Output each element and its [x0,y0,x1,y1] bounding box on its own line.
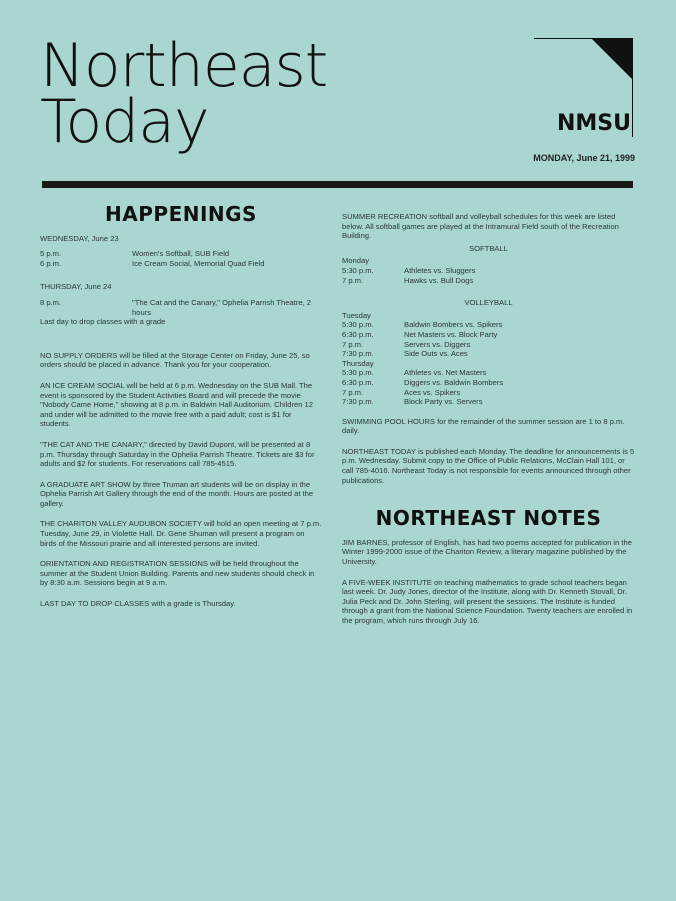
announcement: THE CHARITON VALLEY AUDUBON SOCIETY will hold an open meeting at 7 p.m. Tuesday, June 29, in Violette Hall. Dr. Gene Shuman will present a program on birds of the Missouri prairie and all interested persons are invited. [40,519,322,548]
schedule-game: Athletes vs. Net Masters [404,368,487,378]
schedule-day: Tuesday [342,310,371,320]
happenings-heading: HAPPENINGS [105,202,257,226]
event-desc: "The Cat and the Canary," Ophelia Parrish Theatre, 2 hours [132,297,312,317]
day-block [40,282,322,326]
schedule-game: Side Outs vs. Aces [404,349,468,359]
recreation-intro: SUMMER RECREATION softball and volleyball schedules for this week are listed below. All softball games are played at the Intramural Field south of the Recreation Building. [342,212,619,241]
schedule-day: Monday [342,256,370,266]
schedule-time: 6:30 p.m. [342,377,374,387]
masthead-title-line2: Today [40,87,209,157]
schedule-row [342,378,635,388]
day-label: WEDNESDAY, June 23 [40,233,119,243]
event-desc: Ice Cream Social, Memorial Quad Field [132,258,265,268]
schedule-game: Athletes vs. Sluggers [404,265,476,275]
masthead [40,31,328,157]
schedule-game: Servers vs. Diggers [404,339,471,349]
announcement: SWIMMING POOL HOURS for the remainder of the summer session are 1 to 8 p.m. daily. [342,416,625,436]
schedule-row [342,320,635,330]
event-row [40,259,322,269]
announcement: LAST DAY TO DROP CLASSES with a grade is Thursday. [40,599,236,609]
schedule-time: 7 p.m. [342,339,364,349]
schedule-time: 7 p.m. [342,387,364,397]
event-desc: Last day to drop classes with a grade [40,317,166,327]
masthead-title-line1: Northeast [40,31,328,101]
schedule-time: 7 p.m. [342,275,364,285]
schedule-game: Aces vs. Spikers [404,387,461,397]
event-time: 6 p.m. [40,258,62,268]
schedule-row [342,340,635,350]
announcement: ORIENTATION AND REGISTRATION SESSIONS will be held throughout the summer at the Student Union Building. Parents and new students should check in by 8:30 a.m. Sessions begin at 9 a.m. [40,559,315,588]
event-time: 8 p.m. [40,297,62,307]
schedule-game: Block Party vs. Servers [404,397,483,407]
left-column [40,202,322,620]
masthead-rule [42,181,633,188]
schedule-row [342,276,635,286]
right-column [342,212,635,637]
schedule-row [342,349,635,359]
logo-text: NMSU [556,111,631,136]
event-desc: Women's Softball, SUB Field [132,249,230,259]
announcement: "THE CAT AND THE CANARY," directed by David Dupont, will be presented at 8 p.m. Thursday through Saturday in the Ophelia Parrish Theatre. Tickets are $3 for adults and $2 for students. For reservations call 785-4515. [40,439,315,469]
softball-title: SOFTBALL [469,243,508,253]
news-item: A FIVE-WEEK INSTITUTE on teaching mathematics to grade school teachers began last week. Dr. Judy Jones, director of the Institute, along with Dr. Kenneth Stovall, Dr. Julia Peck and Dr. John Sterling, will present the sessions. The Institute is funded through a grant from the National Science Foundation. Twenty teachers are enrolled in the program, which runs through July 16. [342,577,633,625]
schedule-row [342,266,635,276]
schedule-row [342,330,635,340]
schedule-row [342,397,635,407]
issue-date: MONDAY, June 21, 1999 [533,153,635,163]
event-row [40,317,322,327]
day-block [40,234,322,269]
schedule-time: 5:30 p.m. [342,320,374,330]
schedule-game: Net Masters vs. Block Party [404,329,498,339]
schedule-time: 7:30 p.m. [342,349,374,359]
day-label: THURSDAY, June 24 [40,282,112,292]
news-item: JIM BARNES, professor of English, has had two poems accepted for publication in the Winter 1999-2000 issue of the Chariton Review, a literary magazine published by the University. [342,537,632,567]
schedule-game: Diggers vs. Baldwin Bombers [404,377,504,387]
event-row [40,249,322,259]
schedule-time: 5:30 p.m. [342,265,374,275]
announcement: NORTHEAST TODAY is published each Monday. The deadline for announcements is 5 p.m. Wednesday. Submit copy to the Office of Public Relations, McClain Hall 101, or call 785-4016. Northeast Today is not responsible for events announced through other publications. [342,446,635,485]
northeast-notes-heading: NORTHEAST NOTES [375,506,602,531]
schedule-time: 5:30 p.m. [342,368,374,378]
announcement: A GRADUATE ART SHOW by three Truman art students will be on display in the Ophelia Parrish Art Gallery through the end of the month. Hours are posted at the gallery. [40,479,314,508]
logo-triangle-icon [591,38,633,80]
schedule-game: Hawks vs. Bull Dogs [404,275,474,285]
schedule-row [342,368,635,378]
event-time: 5 p.m. [40,249,62,259]
schedule-row [342,388,635,398]
announcement: AN ICE CREAM SOCIAL will be held at 6 p.m. Wednesday on the SUB Mall. The event is sponsored by the Student Activities Board and will precede the movie "Nobody Came Home," showing at 8 p.m. in Baldwin Hall Auditorium. Children 12 and under will be admitted to the movie free with a paid adult; cost is $1 for students. [40,380,313,429]
nmsu-logo [535,38,633,138]
schedule-time: 7:30 p.m. [342,397,374,407]
schedule-day: Thursday [342,358,374,368]
event-row [40,298,322,317]
schedule-time: 6:30 p.m. [342,329,374,339]
volleyball-title: VOLLEYBALL [464,298,513,308]
schedule-game: Baldwin Bombers vs. Spikers [404,320,503,330]
announcement: NO SUPPLY ORDERS will be filled at the Storage Center on Friday, June 25, so orders should be placed in advance. Thank you for your cooperation. [40,350,310,370]
